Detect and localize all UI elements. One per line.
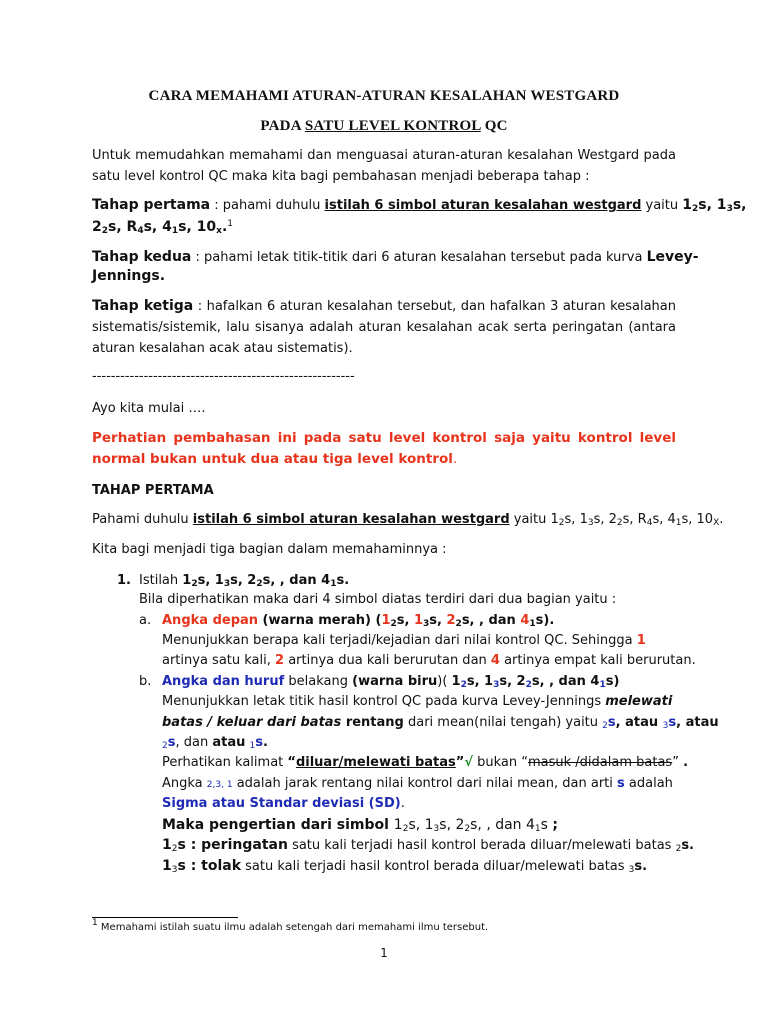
tahap-pertama-line1: Tahap pertama : pahami duhulu istilah 6 simbol aturan kesalahan westgard yaitu $1_2s$, $1_3s$, [92,197,747,214]
warning-paragraph: Perhatian pembahasan ini pada satu level kontrol saja yaitu kontrol level normal bukan untuk dua atau tiga level kontrol. [92,430,676,467]
angka-huruf-line: Angka dan huruf belakang (warna biru)( $1_2s$, $1_3s$, $2_2s$, , dan $4_1s$) [162,674,620,690]
list-number-1: 1. [117,573,131,588]
angka-huruf-desc2: batas / keluar dari batas rentang dari mean(nilai tengah) yaitu $_2$s, atau $_3$s, atau [162,715,719,731]
footnote-rule [92,917,238,918]
list-letter-b: b. [139,674,152,689]
pahami-line: Pahami duhulu istilah 6 simbol aturan kesalahan westgard yaitu $1_2s$, $1_3s$, $2_2s$, $R_4s$, $4_1s$, $10_X$. [92,512,724,528]
ayo-text: Ayo kita mulai …. [92,401,206,416]
section-heading: TAHAP PERTAMA [92,483,214,498]
peringatan-line: $1_2s$ : peringatan satu kali terjadi hasil kontrol berada diluar/melewati batas $_2$s. [162,837,694,854]
page-number: 1 [380,946,388,960]
tahap-ketiga-paragraph: Tahap ketiga : hafalkan 6 aturan kesalahan tersebut, dan hafalkan 3 aturan kesalahan sistematis/sistemik, lalu sisanya adalah aturan kesalahan acak serta peringatan (antara aturan kesalahan acak atau sistematis). [92,298,676,356]
angka-line: Angka 2,3, 1 adalah jarak rentang nilai kontrol dari nilai mean, dan arti s adalah [162,776,673,791]
intro-paragraph: Untuk memudahkan memahami dan menguasai aturan-aturan kesalahan Westgard pada satu level kontrol QC maka kita bagi pembahasan menjadi beberapa tahap : [92,148,676,184]
tahap-kedua-line2: Jennings. [92,268,166,284]
list-letter-a: a. [139,613,152,628]
angka-huruf-desc3: $_2$s, dan atau $_1$s. [162,735,268,751]
footnote: $^1$ Memahami istilah suatu ilmu adalah setengah dari memahami ilmu tersebut. [92,918,489,933]
angka-depan-desc2: artinya satu kali, 2 artinya dua kali berurutan dan 4 artinya empat kali berurutan. [162,653,696,668]
tahap-kedua-line1: Tahap kedua : pahami letak titik-titik dari 6 aturan kesalahan tersebut pada kurva Levey- [92,249,699,265]
kita-bagi-line: Kita bagi menjadi tiga bagian dalam memahaminnya : [92,542,447,557]
document-subtitle: PADA SATU LEVEL KONTROL QC [260,118,508,134]
maka-line: Maka pengertian dari simbol $1_2s$, $1_3s$, $2_2s$, , dan $4_1s$ ; [162,817,559,834]
istilah-line: Istilah $1_2s$, $1_3s$, $2_2s$, , dan $4_1s$. [139,573,350,589]
tolak-line: $1_3s$ : tolak satu kali terjadi hasil kontrol berada diluar/melewati batas $_3$s. [162,858,648,875]
divider-line: -------------------------------------------------------- [92,369,355,384]
angka-depan-line: Angka depan (warna merah) ($1_2s$, $1_3s$, $2_2s$, , dan $4_1s$). [162,613,555,629]
angka-depan-desc1: Menunjukkan berapa kali terjadi/kejadian dari nilai kontrol QC. Sehingga 1 [162,633,646,648]
bila-line: Bila diperhatikan maka dari 4 simbol diatas terdiri dari dua bagian yaitu : [139,592,617,607]
angka-huruf-desc1: Menunjukkan letak titik hasil kontrol QC pada kurva Levey-Jennings melewati [162,694,673,709]
perhatikan-line: Perhatikan kalimat “diluar/melewati batas”√ bukan “masuk /didalam batas” . [162,755,689,770]
tahap-pertama-line2: $2_2s$, $R_4s$, $4_1s$, $10_x.^1$ [92,219,234,236]
sigma-line: Sigma atau Standar deviasi (SD). [162,796,405,811]
document-title: CARA MEMAHAMI ATURAN-ATURAN KESALAHAN WESTGARD [148,88,620,104]
